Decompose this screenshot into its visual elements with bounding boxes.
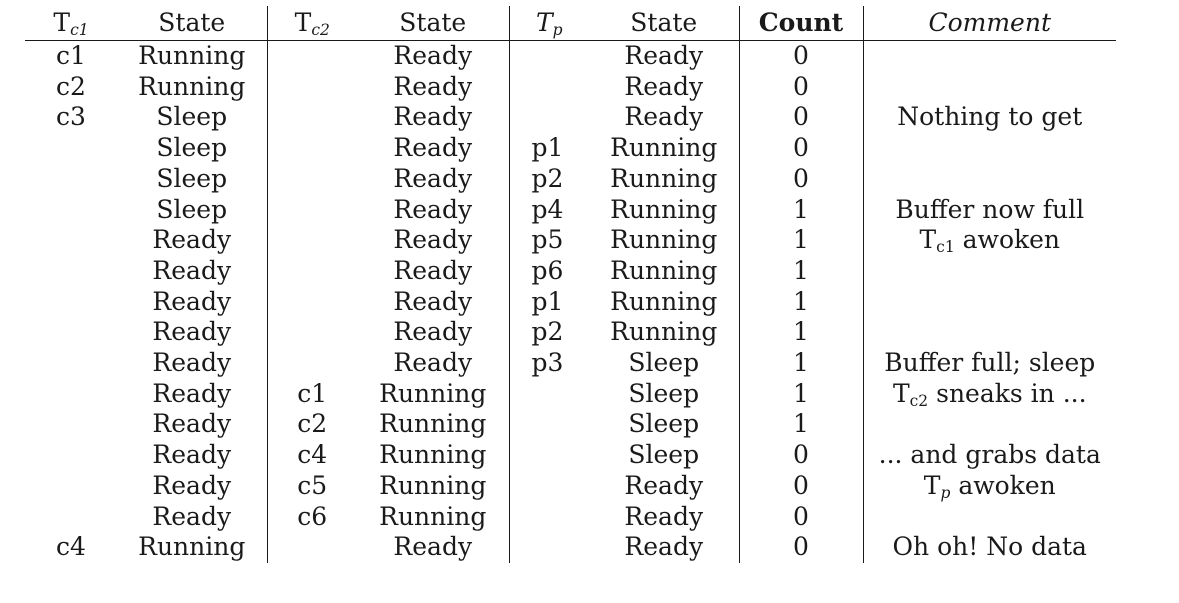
cell-count: 0 xyxy=(739,502,863,533)
cell-state-producer: Running xyxy=(589,287,739,318)
cell-tc1 xyxy=(25,471,117,502)
cell-state-consumer2: Ready xyxy=(357,348,509,379)
cell-state-consumer1: Ready xyxy=(117,440,267,471)
cell-comment: $T_{c2}$ sneaks in ... xyxy=(892,378,1087,410)
cell-tc1 xyxy=(25,409,117,440)
cell-tc2 xyxy=(267,133,357,164)
cell-tc2: c4 xyxy=(297,440,328,470)
cell-tc1: c4 xyxy=(56,532,86,562)
cell-count: 1 xyxy=(739,195,863,226)
cell-state-consumer2: Ready xyxy=(357,164,509,195)
cell-tp: p4 xyxy=(531,194,564,224)
cell-comment xyxy=(863,133,1116,164)
cell-count: 0 xyxy=(739,133,863,164)
cell-tp xyxy=(509,409,589,440)
header-state-consumer2: State xyxy=(357,6,509,41)
cell-comment: $T_{c1}$ awoken xyxy=(919,225,1061,257)
cell-tp: p1 xyxy=(531,286,564,316)
cell-comment xyxy=(863,256,1116,287)
cell-comment xyxy=(863,164,1116,195)
cell-count: 1 xyxy=(739,225,863,256)
cell-tp xyxy=(509,532,589,563)
cell-comment xyxy=(863,409,1116,440)
cell-state-consumer2: Ready xyxy=(357,317,509,348)
table-row xyxy=(25,348,1116,379)
cell-tc1 xyxy=(25,348,117,379)
cell-state-producer: Sleep xyxy=(589,379,739,410)
cell-tc1 xyxy=(25,317,117,348)
cell-tc2: c5 xyxy=(297,470,328,500)
cell-state-consumer2: Ready xyxy=(357,72,509,103)
cell-tc1 xyxy=(25,195,117,226)
cell-comment: Buffer full; sleep xyxy=(884,348,1096,378)
cell-tc2 xyxy=(267,317,357,348)
cell-state-producer: Ready xyxy=(589,72,739,103)
cell-state-producer: Ready xyxy=(589,102,739,133)
cell-count: 0 xyxy=(739,41,863,72)
cell-state-consumer2: Running xyxy=(357,409,509,440)
cell-count: 1 xyxy=(739,409,863,440)
cell-tc2: c2 xyxy=(297,409,328,439)
cell-state-producer: Ready xyxy=(589,502,739,533)
cell-state-consumer1: Ready xyxy=(117,287,267,318)
trace-rows xyxy=(25,41,1116,563)
cell-state-consumer2: Ready xyxy=(357,133,509,164)
cell-count: 0 xyxy=(739,471,863,502)
header-count: Count xyxy=(739,6,863,41)
header-tc1: $T_{c1}$ xyxy=(25,6,117,41)
cell-tp xyxy=(509,502,589,533)
cell-tp: p3 xyxy=(531,348,564,378)
cell-comment xyxy=(863,72,1116,103)
cell-tc2 xyxy=(267,287,357,318)
cell-state-consumer2: Ready xyxy=(357,102,509,133)
cell-state-producer: Ready xyxy=(589,532,739,563)
cell-state-consumer1: Sleep xyxy=(117,195,267,226)
table-row xyxy=(25,287,1116,318)
cell-state-producer: Running xyxy=(589,164,739,195)
header-state-consumer1: State xyxy=(117,6,267,41)
cell-tc1: c1 xyxy=(56,41,86,70)
header-state-producer: State xyxy=(589,6,739,41)
cell-comment xyxy=(863,502,1116,533)
cell-state-producer: Running xyxy=(589,133,739,164)
table-row xyxy=(25,102,1116,133)
table-row xyxy=(25,532,1116,563)
cell-tp xyxy=(509,102,589,133)
cell-tc1 xyxy=(25,440,117,471)
table-row xyxy=(25,225,1116,256)
cell-comment xyxy=(863,41,1116,72)
cell-tc2 xyxy=(267,532,357,563)
cell-tp xyxy=(509,41,589,72)
cell-tc1 xyxy=(25,225,117,256)
cell-state-consumer2: Running xyxy=(357,379,509,410)
cell-comment: ... and grabs data xyxy=(878,440,1101,470)
cell-state-consumer1: Sleep xyxy=(117,164,267,195)
cell-comment: Buffer now full xyxy=(895,194,1085,224)
cell-state-producer: Sleep xyxy=(589,348,739,379)
cell-tc1: c3 xyxy=(56,102,86,132)
cell-state-producer: Running xyxy=(589,317,739,348)
cell-tc1 xyxy=(25,164,117,195)
thread-trace-table xyxy=(25,6,1116,563)
cell-tc1 xyxy=(25,133,117,164)
cell-tc2 xyxy=(267,225,357,256)
cell-tc2 xyxy=(267,164,357,195)
cell-state-consumer2: Ready xyxy=(357,225,509,256)
cell-state-consumer2: Ready xyxy=(357,532,509,563)
cell-state-producer: Sleep xyxy=(589,409,739,440)
cell-state-consumer1: Ready xyxy=(117,348,267,379)
cell-state-producer: Running xyxy=(589,195,739,226)
cell-tp: p2 xyxy=(531,163,564,193)
cell-tc2 xyxy=(267,72,357,103)
cell-tp: p2 xyxy=(531,317,564,347)
cell-tp: p6 xyxy=(531,255,564,285)
table-row xyxy=(25,72,1116,103)
table-row xyxy=(25,440,1116,471)
cell-tc2 xyxy=(267,195,357,226)
table-row xyxy=(25,379,1116,410)
table-row xyxy=(25,133,1116,164)
cell-state-consumer1: Running xyxy=(117,532,267,563)
table-row xyxy=(25,471,1116,502)
cell-count: 0 xyxy=(739,440,863,471)
cell-state-consumer1: Running xyxy=(117,72,267,103)
cell-count: 0 xyxy=(739,72,863,103)
table-row xyxy=(25,41,1116,72)
cell-state-producer: Running xyxy=(589,256,739,287)
cell-comment: $T_p$ awoken xyxy=(923,470,1056,502)
cell-comment xyxy=(863,317,1116,348)
cell-count: 1 xyxy=(739,317,863,348)
table-row xyxy=(25,195,1116,226)
table-row xyxy=(25,164,1116,195)
table-row xyxy=(25,317,1116,348)
cell-state-consumer2: Ready xyxy=(357,256,509,287)
cell-tc1 xyxy=(25,256,117,287)
table-row xyxy=(25,409,1116,440)
cell-tp: p1 xyxy=(531,133,564,163)
cell-state-consumer2: Running xyxy=(357,502,509,533)
header-row xyxy=(25,6,1116,41)
cell-count: 0 xyxy=(739,164,863,195)
cell-state-consumer1: Ready xyxy=(117,317,267,348)
cell-state-consumer2: Ready xyxy=(357,195,509,226)
cell-tp xyxy=(509,72,589,103)
cell-tc2 xyxy=(267,348,357,379)
cell-state-consumer1: Ready xyxy=(117,225,267,256)
cell-state-consumer2: Ready xyxy=(357,287,509,318)
cell-tp xyxy=(509,379,589,410)
cell-state-consumer2: Ready xyxy=(357,41,509,72)
cell-state-consumer2: Running xyxy=(357,471,509,502)
header-comment: Comment xyxy=(863,6,1116,41)
cell-tc1: c2 xyxy=(56,71,86,101)
cell-state-consumer1: Sleep xyxy=(117,102,267,133)
header-tc2: $T_{c2}$ xyxy=(267,6,357,41)
cell-comment: Oh oh! No data xyxy=(892,532,1087,562)
cell-count: 1 xyxy=(739,287,863,318)
cell-tc2 xyxy=(267,102,357,133)
cell-state-consumer1: Ready xyxy=(117,502,267,533)
cell-tc2: c6 xyxy=(297,501,328,531)
cell-count: 1 xyxy=(739,348,863,379)
cell-tp xyxy=(509,471,589,502)
cell-state-producer: Ready xyxy=(589,471,739,502)
cell-count: 1 xyxy=(739,256,863,287)
table-row xyxy=(25,256,1116,287)
cell-state-consumer1: Ready xyxy=(117,409,267,440)
cell-comment: Nothing to get xyxy=(897,102,1083,132)
cell-count: 0 xyxy=(739,532,863,563)
cell-state-consumer1: Ready xyxy=(117,471,267,502)
table-row xyxy=(25,502,1116,533)
cell-count: 1 xyxy=(739,379,863,410)
cell-comment xyxy=(863,287,1116,318)
cell-tp: p5 xyxy=(531,225,564,255)
cell-state-producer: Ready xyxy=(589,41,739,72)
cell-tp xyxy=(509,440,589,471)
header-tp: $T_p$ xyxy=(509,6,589,41)
cell-tc1 xyxy=(25,287,117,318)
cell-state-consumer1: Sleep xyxy=(117,133,267,164)
cell-state-consumer2: Running xyxy=(357,440,509,471)
cell-tc2: c1 xyxy=(297,378,328,408)
cell-tc2 xyxy=(267,41,357,72)
cell-state-consumer1: Ready xyxy=(117,379,267,410)
cell-state-consumer1: Running xyxy=(117,41,267,72)
cell-count: 0 xyxy=(739,102,863,133)
cell-tc1 xyxy=(25,379,117,410)
cell-tc2 xyxy=(267,256,357,287)
cell-state-producer: Running xyxy=(589,225,739,256)
cell-state-producer: Sleep xyxy=(589,440,739,471)
cell-tc1 xyxy=(25,502,117,533)
cell-state-consumer1: Ready xyxy=(117,256,267,287)
